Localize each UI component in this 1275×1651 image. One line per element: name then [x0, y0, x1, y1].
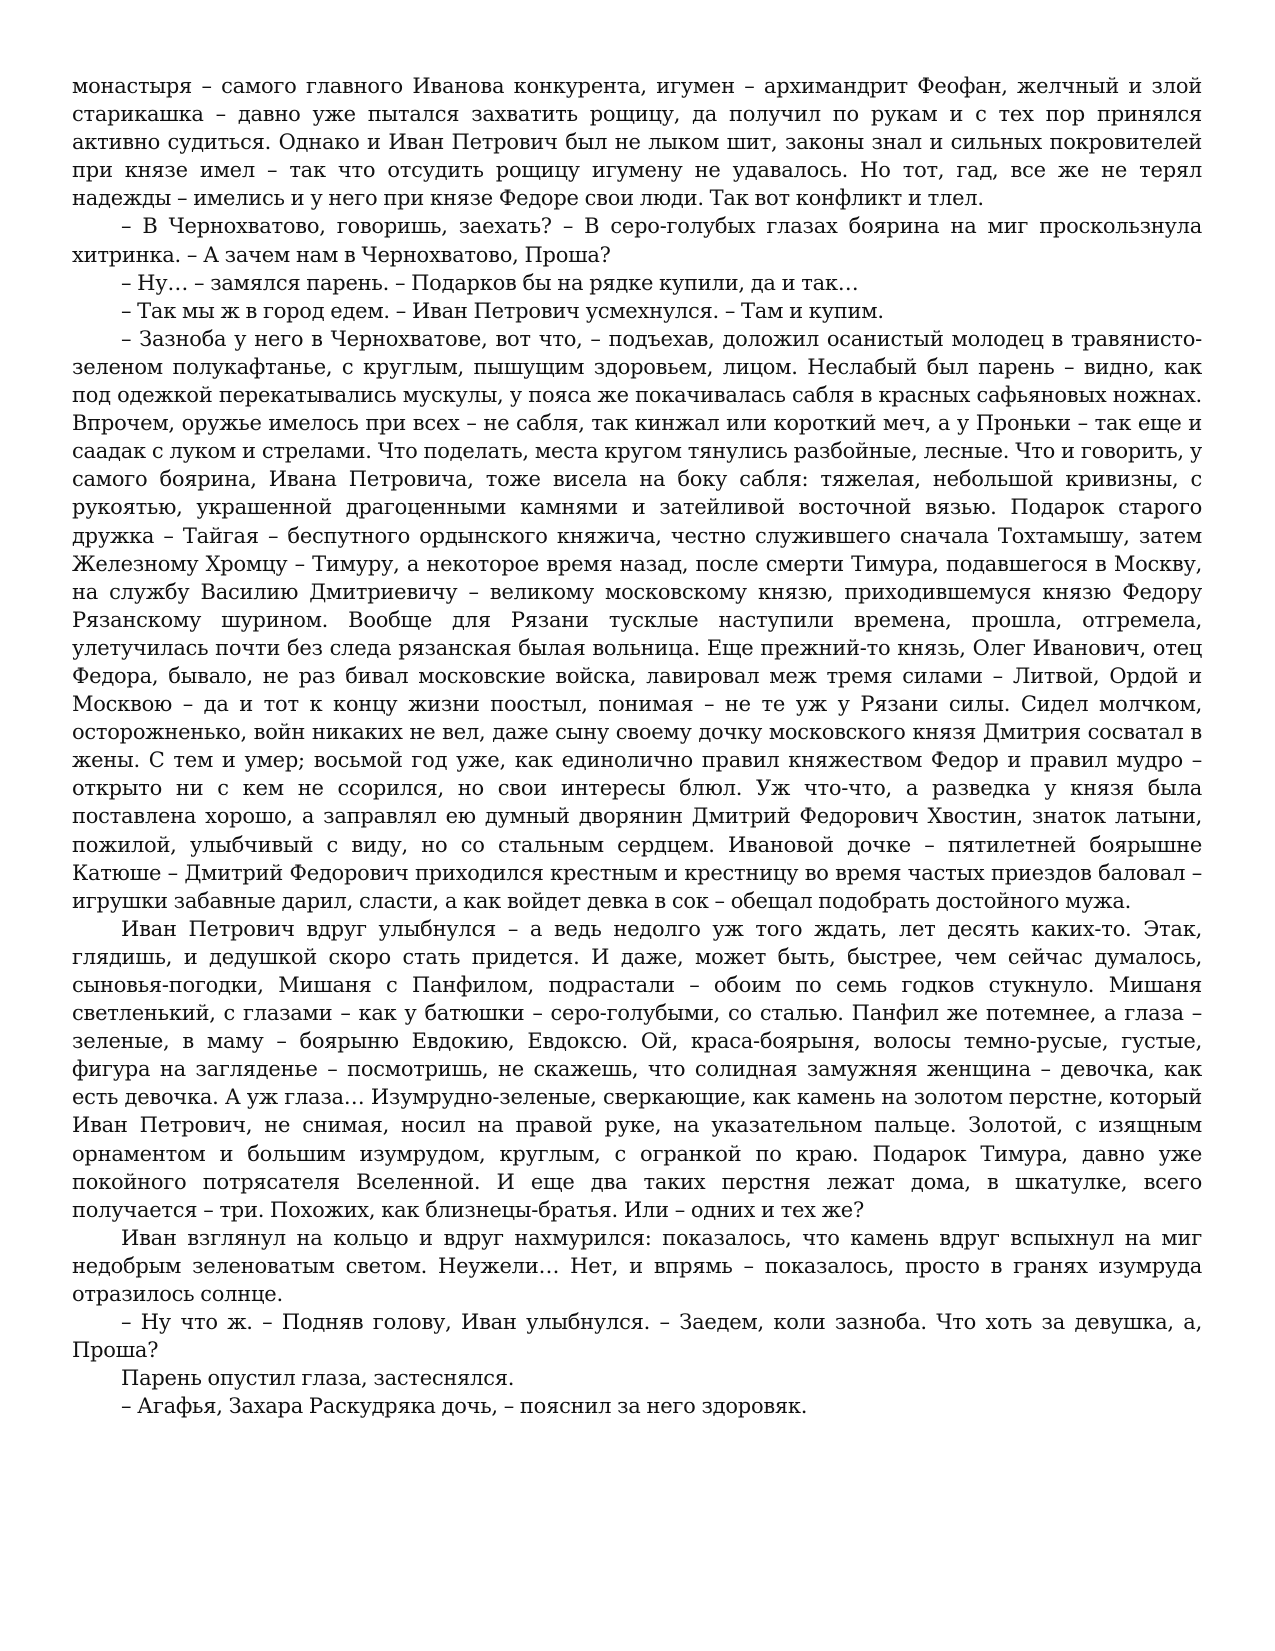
paragraph-4: – Так мы ж в город едем. – Иван Петрович усмехнулся. – Там и купим. — [121, 298, 884, 323]
paragraph-5: – Зазноба у него в Чернохватове, вот что, – подъехав, доложил осанистый молодец в травянисто-зеленом полукафтанье, с круглым, пышущим здоровьем, лицом. Неслабый был парень – видно, как под одежкой перекатывались мускулы, у пояса же покачивалась сабля в красных сафьяновых ножнах. Впрочем, оружье имелось при всех – не сабля, так кинжал или короткий меч, а у Проньки – так еще и саадак с луком и стрелами. Что поделать, места кругом тянулись разбойные, лесные. Что и говорить, у самого боярина, Ивана Петровича, тоже висела на боку сабля: тяжелая, небольшой кривизны, с рукоятью, украшенной драгоценными камнями и затейливой восточной вязью. Подарок старого дружка – Тайгая – беспутного ордынского княжича, честно служившего сначала Тохтамышу, затем Железному Хромцу – Тимуру, а некоторое время назад, после смерти Тимура, подавшегося в Москву, на службу Василию Дмитриевичу – великому московскому князю, приходившемуся князю Федору Рязанскому шурином. Вообще для Рязани тусклые наступили времена, прошла, отгремела, улетучилась почти без следа рязанская былая вольница. Еще прежний-то князь, Олег Иванович, отец Федора, бывало, не раз бивал московские войска, лавировал меж тремя силами – Литвой, Ордой и Москвою – да и тот к концу жизни поостыл, понимая – не те уж у Рязани силы. Сидел молчком, осторожненько, войн никаких не вел, даже сыну своему дочку московского князя Дмитрия сосватал в жены. С тем и умер; восьмой год уже, как единолично правил княжеством Федор и правил мудро – открыто ни с кем не ссорился, но свои интересы блюл. Уж что-что, а разведка у князя была поставлена хорошо, а заправлял ею думный дворянин Дмитрий Федорович Хвостин, знаток латыни, пожилой, улыбчивый с виду, но со стальным сердцем. Ивановой дочке – пятилетней боярышне Катюше – Дмитрий Федорович приходился крестным и крестницу во время частых приездов баловал – игрушки забавные дарил, сласти, а как войдет девка в сок – обещал подобрать достойного мужа. — [72, 326, 1202, 913]
document-page — [72, 72, 1202, 1421]
paragraph-3: – Ну… – замялся парень. – Подарков бы на рядке купили, да и так… — [121, 270, 859, 295]
paragraph-7: Иван взглянул на кольцо и вдруг нахмурился: показалось, что камень вдруг вспыхнул на миг недобрым зеленоватым светом. Неужели… Нет, и впрямь – показалось, просто в гранях изумруда отразилось солнце. — [72, 1225, 1202, 1307]
paragraph-1: монастыря – самого главного Иванова конкурента, игумен – архимандрит Феофан, желчный и злой старикашка – давно уже пытался захватить рощицу, да получил по рукам и с тех пор принялся активно судиться. Однако и Иван Петрович был не лыком шит, законы знал и сильных покровителей при князе имел – так что отсудить рощицу игумену не удавалось. Но тот, гад, все же не терял надежды – имелись и у него при князе Федоре свои люди. Так вот конфликт и тлел. — [72, 74, 1202, 211]
paragraph-9: Парень опустил глаза, застеснялся. — [121, 1366, 515, 1391]
paragraph-10: – Агафья, Захара Раскудряка дочь, – пояснил за него здоровяк. — [121, 1394, 808, 1419]
paragraph-8: – Ну что ж. – Подняв голову, Иван улыбнулся. – Заедем, коли зазноба. Что хоть за девушка, а, Проша? — [72, 1310, 1202, 1363]
paragraph-6: Иван Петрович вдруг улыбнулся – а ведь недолго уж того ждать, лет десять каких-то. Этак, глядишь, и дедушкой скоро стать придется. И даже, может быть, быстрее, чем сейчас думалось, сыновья-погодки, Мишаня с Панфилом, подрастали – обоим по семь годков стукнуло. Мишаня светленький, с глазами – как у батюшки – серо-голубыми, со сталью. Панфил же потемнее, а глаза – зеленые, в маму – боярыню Евдокию, Евдоксю. Ой, краса-боярыня, волосы темно-русые, густые, фигура на загляденье – посмотришь, не скажешь, что солидная замужняя женщина – девочка, как есть девочка. А уж глаза… Изумрудно-зеленые, сверкающие, как камень на золотом перстне, который Иван Петрович, не снимая, носил на правой руке, на указательном пальце. Золотой, с изящным орнаментом и большим изумрудом, круглым, с огранкой по краю. Подарок Тимура, давно уже покойного потрясателя Вселенной. И еще два таких перстня лежат дома, в шкатулке, всего получается – три. Похожих, как близнецы-братья. Или – одних и тех же? — [72, 916, 1202, 1222]
paragraph-2: – В Чернохватово, говоришь, заехать? – В серо-голубых глазах боярина на миг проскользнула хитринка. – А зачем нам в Чернохватово, Проша? — [72, 214, 1202, 267]
